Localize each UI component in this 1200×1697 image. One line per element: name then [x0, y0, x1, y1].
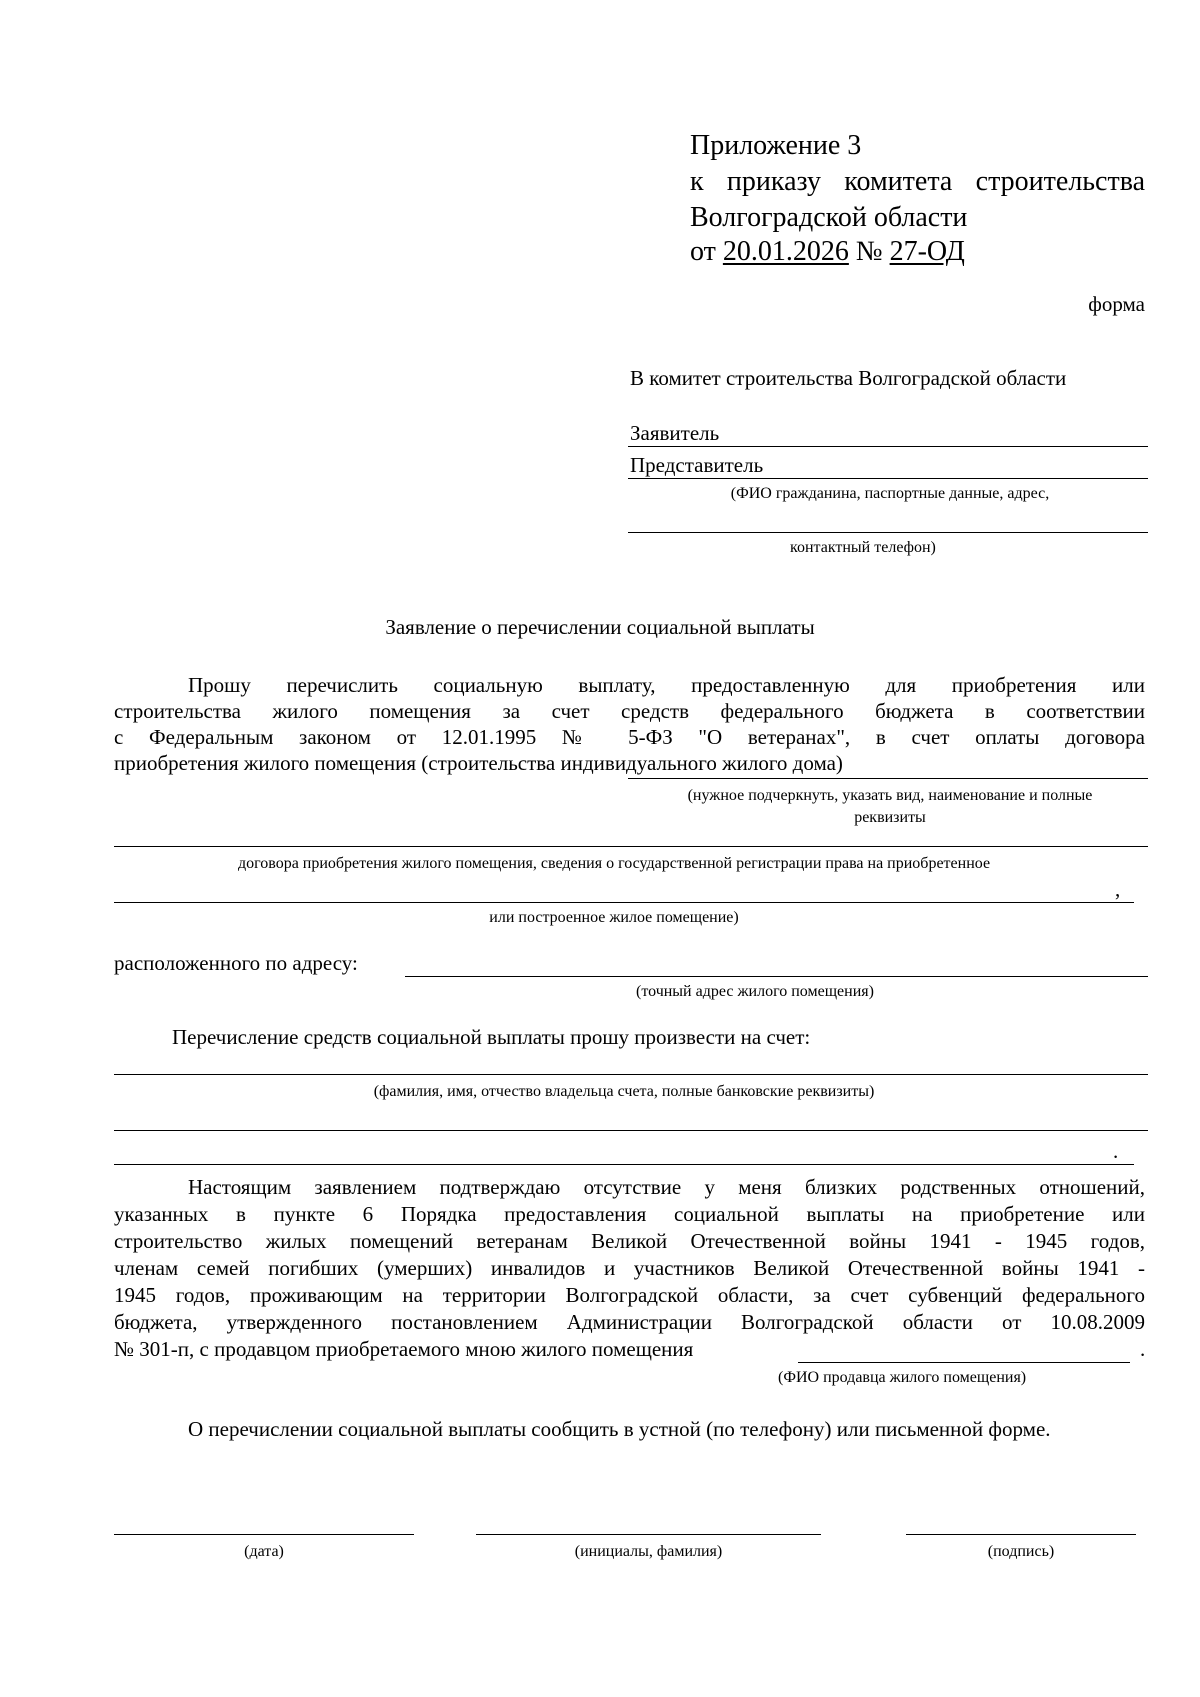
address-label: расположенного по адресу: — [114, 951, 358, 975]
appendix-title: Приложение 3 — [690, 130, 862, 161]
number-sign: № — [855, 236, 883, 267]
applicant-details-line[interactable] — [628, 532, 1148, 533]
account-period: . — [1113, 1139, 1119, 1163]
seller-caption: (ФИО продавца жилого помещения) — [778, 1369, 1027, 1386]
region-line: Волгоградской области — [690, 202, 968, 233]
name-line[interactable] — [476, 1534, 821, 1535]
transfer-caption: (фамилия, имя, отчество владельца счета, полные банковские реквизиты) — [373, 1083, 875, 1100]
signature-caption: (подпись) — [987, 1543, 1055, 1560]
confirmation-line-2: указанных в пункте 6 Порядка предоставления социальной выплаты на приобретение или — [114, 1202, 1145, 1226]
request-line-1: Прошу перечислить социальную выплату, предоставленную для приобретения или — [188, 673, 1145, 697]
signature-line[interactable] — [906, 1534, 1136, 1535]
name-caption: (инициалы, фамилия) — [574, 1543, 723, 1560]
confirmation-line-7: № 301-п, с продавцом приобретаемого мною жилого помещения — [114, 1337, 694, 1361]
seller-period: . — [1140, 1337, 1146, 1361]
representative-label: Представитель — [630, 453, 764, 477]
applicant-label: Заявитель — [630, 421, 720, 445]
address-caption: (точный адрес жилого помещения) — [636, 983, 874, 1000]
order-number: 27-ОД — [889, 236, 965, 267]
contract-line-2[interactable] — [114, 846, 1148, 847]
applicant-caption-1: (ФИО гражданина, паспортные данные, адрес, — [730, 485, 1050, 502]
transfer-text: Перечисление средств социальной выплаты прошу произвести на счет: — [172, 1025, 811, 1049]
applicant-caption-2: контактный телефон) — [790, 539, 936, 556]
contract-line-3[interactable] — [114, 902, 1134, 903]
date-caption: (дата) — [244, 1543, 284, 1560]
contract-line-1[interactable] — [628, 778, 1148, 779]
account-line-1[interactable] — [114, 1074, 1148, 1075]
request-line-4: приобретения жилого помещения (строительства индивидуального жилого дома) — [114, 751, 843, 775]
confirmation-line-6: бюджета, утвержденного постановлением Администрации Волгоградской области от 10.08.2009 — [114, 1310, 1145, 1334]
address-line[interactable] — [405, 976, 1148, 977]
order-date: 20.01.2026 — [722, 236, 849, 267]
representative-line[interactable] — [628, 478, 1148, 479]
request-caption-3: договора приобретения жилого помещения, сведения о государственной регистрации права на приобретенное — [237, 855, 991, 872]
notify-text: О перечислении социальной выплаты сообщить в устной (по телефону) или письменной форме. — [188, 1417, 1051, 1441]
request-line-3: с Федеральным законом от 12.01.1995 № 5-ФЗ "О ветеранах", в счет оплаты договора — [114, 725, 1145, 749]
request-caption-1: (нужное подчеркнуть, указать вид, наименование и полные — [687, 787, 1093, 804]
contract-comma: , — [1115, 877, 1121, 901]
addressee-to: В комитет строительства Волгоградской области — [630, 366, 1067, 390]
account-line-2[interactable] — [114, 1130, 1148, 1131]
confirmation-line-3: строительство жилых помещений ветеранам Великой Отечественной войны 1941 - 1945 годов, — [114, 1229, 1145, 1253]
date-line[interactable] — [114, 1534, 414, 1535]
applicant-line[interactable] — [628, 446, 1148, 447]
order-date-line — [690, 234, 965, 270]
confirmation-line-5: 1945 годов, проживающим на территории Волгоградской области, за счет субвенций федерального — [114, 1283, 1145, 1307]
seller-line[interactable] — [798, 1362, 1130, 1363]
document-title: Заявление о перечислении социальной выплаты — [385, 615, 815, 639]
form-label: форма — [1088, 292, 1145, 316]
request-caption-2: реквизиты — [854, 809, 926, 826]
date-prefix: от — [690, 236, 716, 267]
confirmation-line-4: членам семей погибших (умерших) инвалидов и участников Великой Отечественной войны 1941 - — [114, 1256, 1145, 1280]
request-line-2: строительства жилого помещения за счет средств федерального бюджета в соответствии — [114, 699, 1145, 723]
account-line-3[interactable] — [114, 1164, 1134, 1165]
request-caption-4: или построенное жилое помещение) — [489, 909, 739, 926]
confirmation-line-1: Настоящим заявлением подтверждаю отсутствие у меня близких родственных отношений, — [188, 1175, 1145, 1199]
order-line: к приказу комитета строительства — [690, 166, 1145, 197]
